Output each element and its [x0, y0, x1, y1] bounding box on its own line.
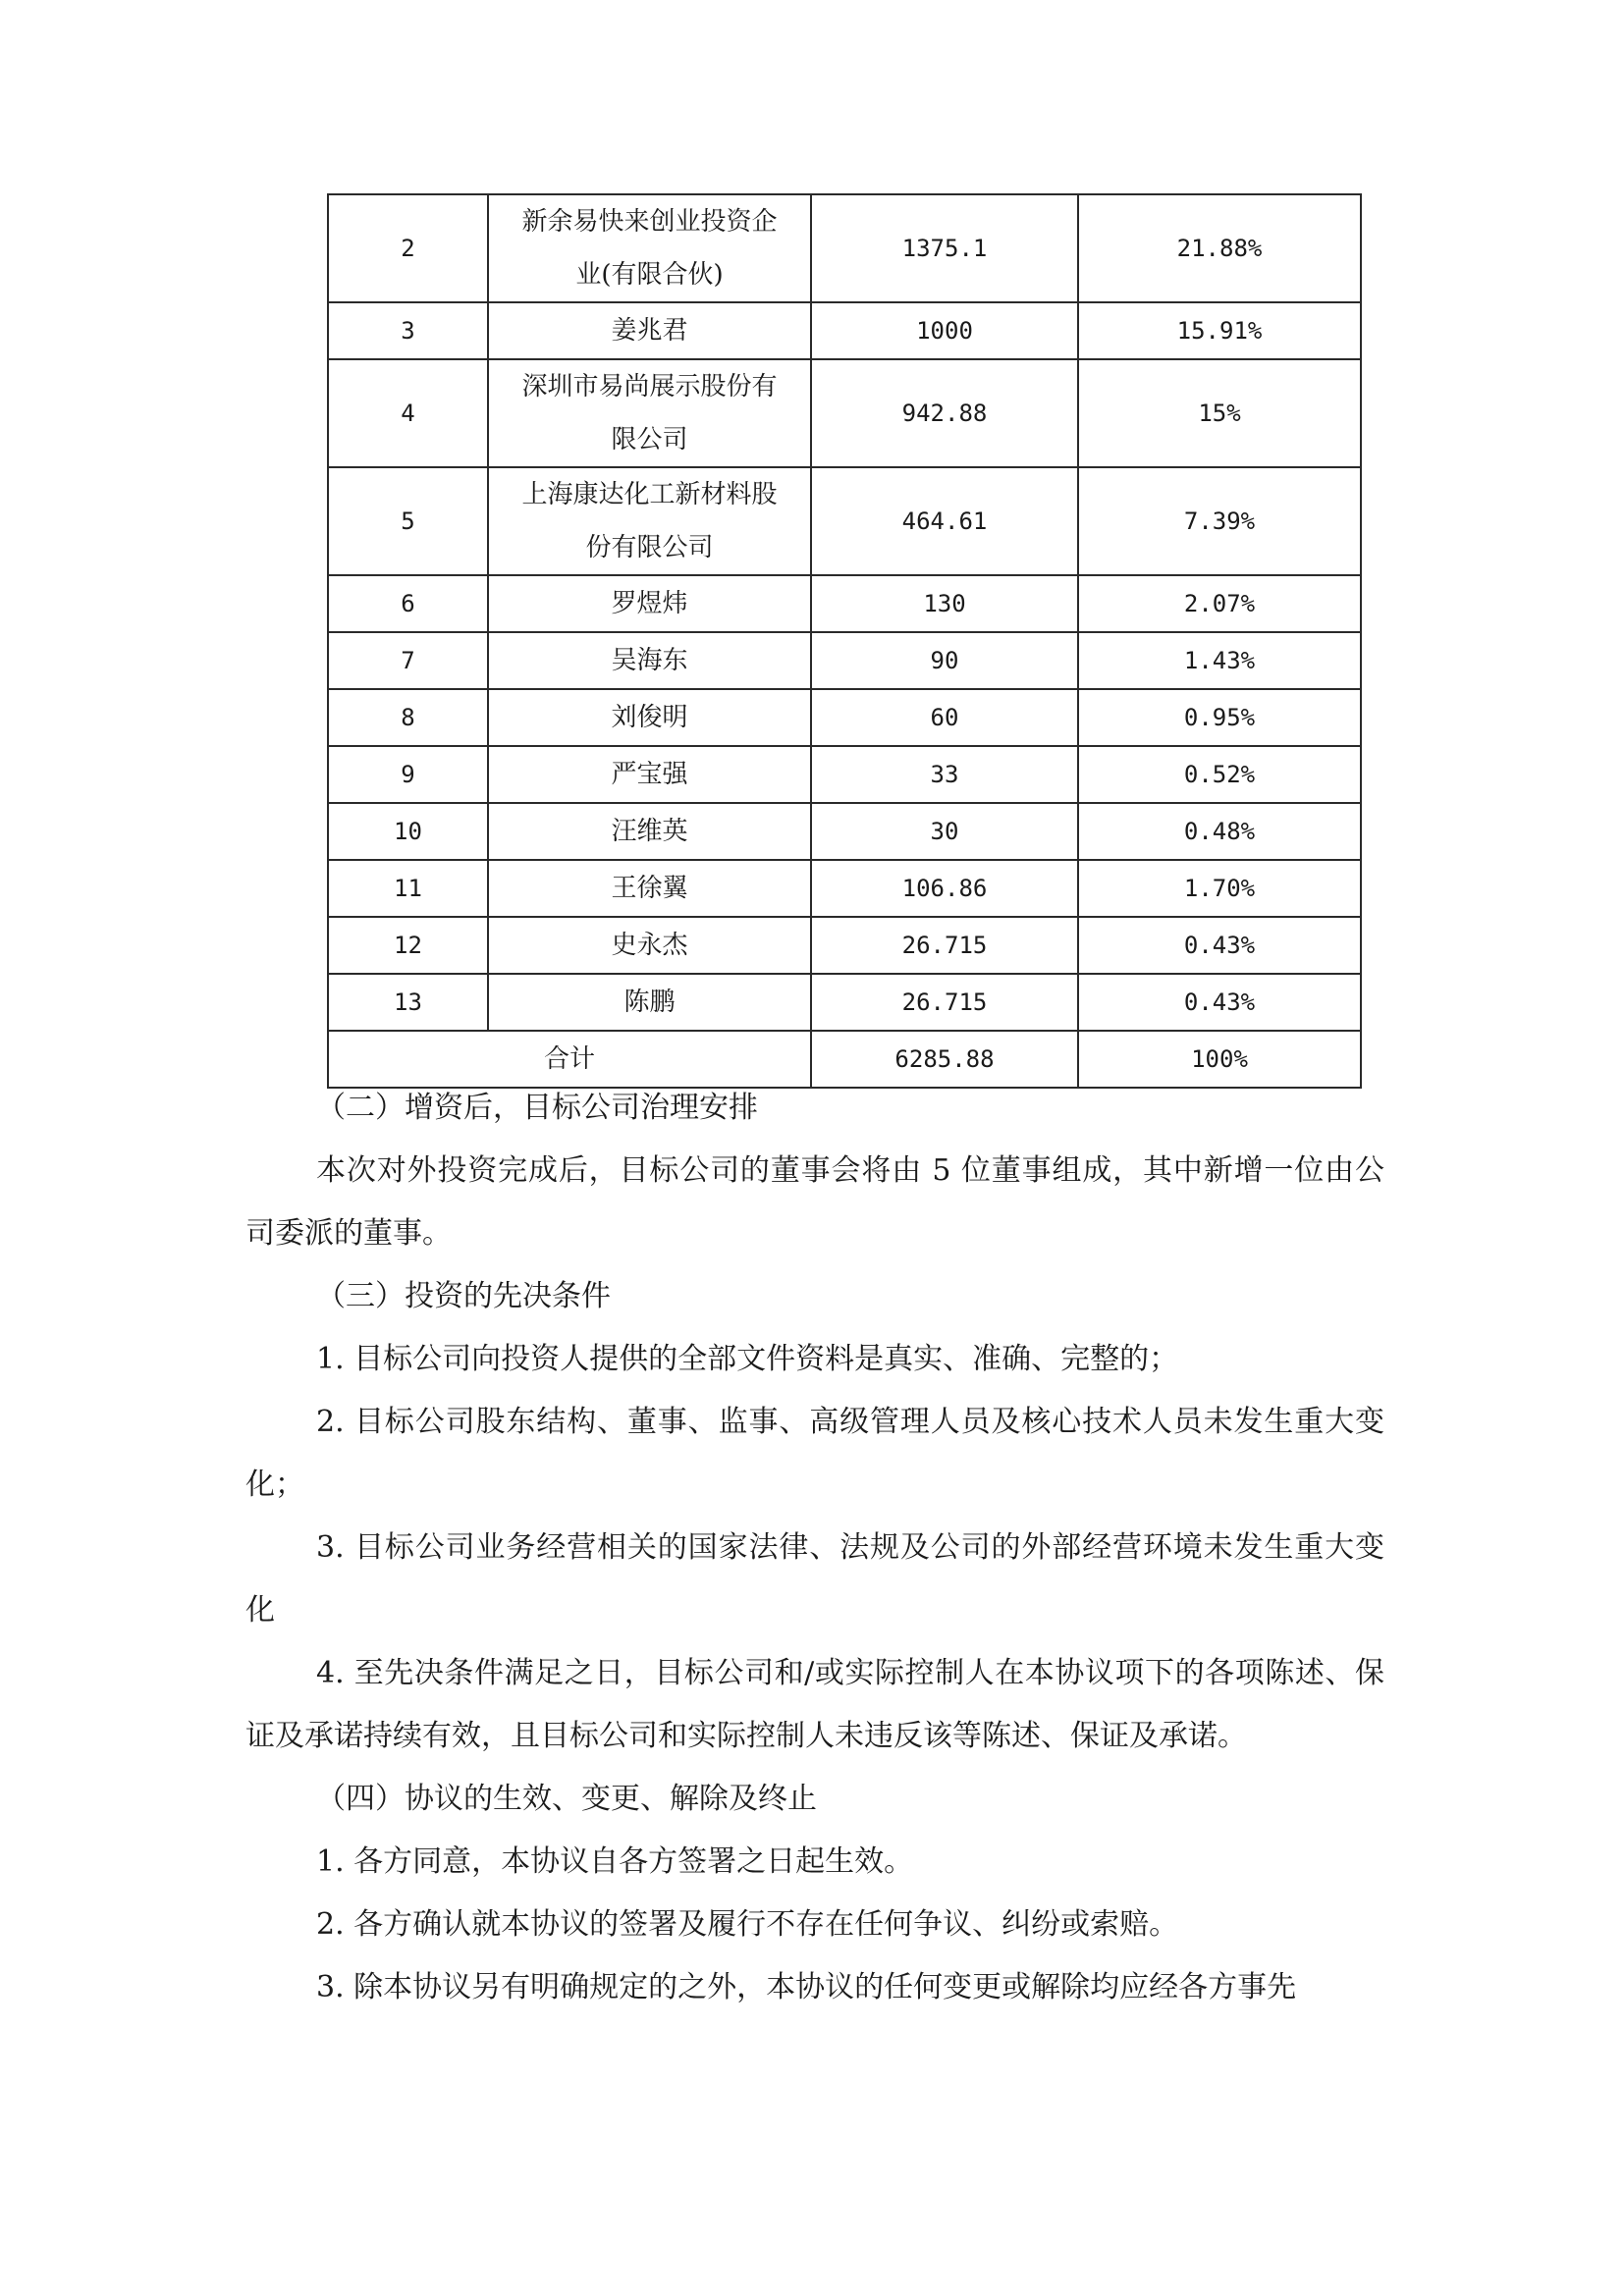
- row-no: 4: [328, 359, 488, 467]
- section-heading-governance: （二）增资后，目标公司治理安排: [316, 1091, 758, 1125]
- table-row: [328, 467, 1361, 575]
- capital-amount: 26.715: [811, 917, 1078, 974]
- capital-amount: 464.61: [811, 467, 1078, 575]
- shareholder-table: [327, 193, 1362, 1089]
- shareholder-name: 上海康达化工新材料股 份有限公司: [488, 467, 811, 575]
- shareholder-name: 严宝强: [488, 746, 811, 803]
- list-item: 1. 目标公司向投资人提供的全部文件资料是真实、准确、完整的；: [316, 1342, 1179, 1376]
- capital-amount: 1375.1: [811, 194, 1078, 302]
- capital-amount: 942.88: [811, 359, 1078, 467]
- shareholder-name: 姜兆君: [488, 302, 811, 359]
- capital-amount: 30: [811, 803, 1078, 860]
- shareholder-name: 陈鹏: [488, 974, 811, 1031]
- list-item: 2. 各方确认就本协议的签署及履行不存在任何争议、纠纷或索赔。: [316, 1907, 1179, 1942]
- table-row: [328, 917, 1361, 974]
- section-heading-conditions: （三）投资的先决条件: [316, 1279, 611, 1313]
- row-no: 9: [328, 746, 488, 803]
- list-item: 2. 目标公司股东结构、董事、监事、高级管理人员及核心技术人员未发生重大变化；: [245, 1405, 1384, 1502]
- table-row: [328, 860, 1361, 917]
- list-item: 1. 各方同意，本协议自各方签署之日起生效。: [316, 1844, 914, 1879]
- row-no: 5: [328, 467, 488, 575]
- share-ratio: 0.43%: [1078, 974, 1361, 1031]
- row-no: 12: [328, 917, 488, 974]
- shareholder-table-body: [328, 194, 1361, 1088]
- shareholder-name: 史永杰: [488, 917, 811, 974]
- capital-amount: 106.86: [811, 860, 1078, 917]
- list-item: 3. 目标公司业务经营相关的国家法律、法规及公司的外部经营环境未发生重大变化: [245, 1530, 1384, 1628]
- list-item: 3. 除本协议另有明确规定的之外，本协议的任何变更或解除均应经各方事先: [316, 1970, 1297, 2004]
- capital-amount: 26.715: [811, 974, 1078, 1031]
- row-no: 3: [328, 302, 488, 359]
- share-ratio: 15%: [1078, 359, 1361, 467]
- shareholder-name: 汪维英: [488, 803, 811, 860]
- row-no: 8: [328, 689, 488, 746]
- capital-amount: 130: [811, 575, 1078, 632]
- shareholder-name: 深圳市易尚展示股份有 限公司: [488, 359, 811, 467]
- share-ratio: 7.39%: [1078, 467, 1361, 575]
- table-row: [328, 974, 1361, 1031]
- paragraph-board: 本次对外投资完成后，目标公司的董事会将由 5 位董事组成，其中新增一位由公司委派的董事。: [245, 1153, 1384, 1251]
- share-ratio: 15.91%: [1078, 302, 1361, 359]
- shareholder-name: 王徐翼: [488, 860, 811, 917]
- table-row: [328, 689, 1361, 746]
- share-ratio: 0.48%: [1078, 803, 1361, 860]
- share-ratio: 0.95%: [1078, 689, 1361, 746]
- table-row: [328, 803, 1361, 860]
- table-row: [328, 746, 1361, 803]
- body-text: [245, 1077, 1384, 2019]
- capital-amount: 90: [811, 632, 1078, 689]
- row-no: 7: [328, 632, 488, 689]
- row-no: 6: [328, 575, 488, 632]
- row-no: 10: [328, 803, 488, 860]
- shareholder-name: 吴海东: [488, 632, 811, 689]
- capital-amount: 33: [811, 746, 1078, 803]
- row-no: 13: [328, 974, 488, 1031]
- section-heading-effectiveness: （四）协议的生效、变更、解除及终止: [316, 1782, 817, 1816]
- share-ratio: 1.70%: [1078, 860, 1361, 917]
- shareholder-name: 新余易快来创业投资企 业(有限合伙): [488, 194, 811, 302]
- shareholder-name: 罗煜炜: [488, 575, 811, 632]
- total-amount: 6285.88: [811, 1031, 1078, 1088]
- share-ratio: 21.88%: [1078, 194, 1361, 302]
- capital-amount: 60: [811, 689, 1078, 746]
- share-ratio: 0.52%: [1078, 746, 1361, 803]
- share-ratio: 2.07%: [1078, 575, 1361, 632]
- table-row: [328, 194, 1361, 302]
- total-ratio: 100%: [1078, 1031, 1361, 1088]
- share-ratio: 1.43%: [1078, 632, 1361, 689]
- table-row: [328, 575, 1361, 632]
- share-ratio: 0.43%: [1078, 917, 1361, 974]
- total-label: 合计: [328, 1031, 811, 1088]
- row-no: 11: [328, 860, 488, 917]
- table-row: [328, 302, 1361, 359]
- table-row: [328, 632, 1361, 689]
- row-no: 2: [328, 194, 488, 302]
- shareholder-name: 刘俊明: [488, 689, 811, 746]
- capital-amount: 1000: [811, 302, 1078, 359]
- list-item: 4. 至先决条件满足之日，目标公司和/或实际控制人在本协议项下的各项陈述、保证及承诺持续有效，且目标公司和实际控制人未违反该等陈述、保证及承诺。: [245, 1656, 1384, 1753]
- table-row: [328, 359, 1361, 467]
